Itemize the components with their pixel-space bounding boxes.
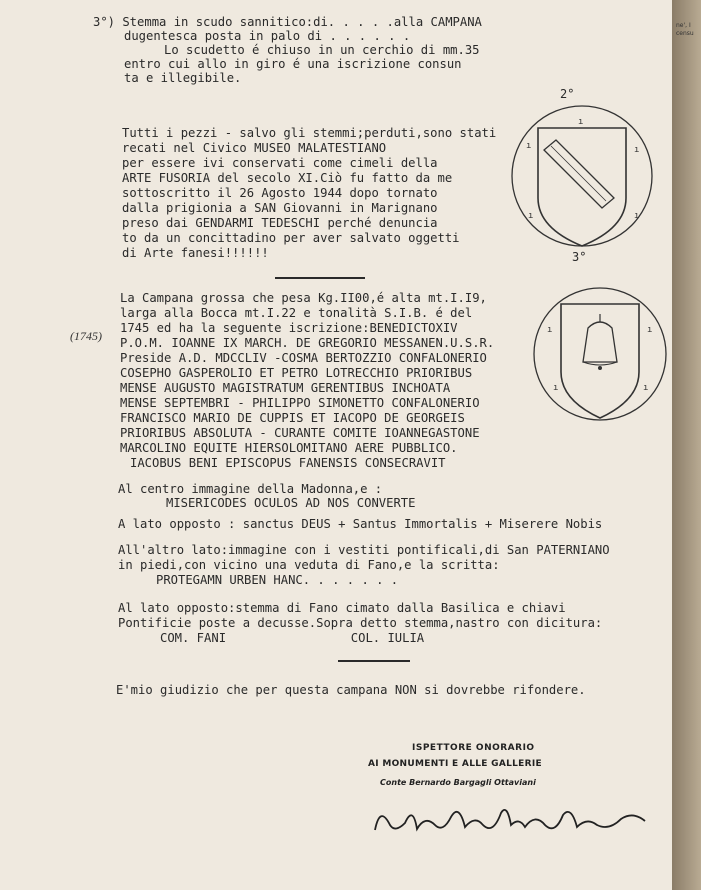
svg-text:ı: ı bbox=[647, 325, 653, 335]
para3-line-8: Pontificie poste a decusse.Sopra detto stemma,nastro con dicitura: bbox=[118, 616, 603, 630]
para2-line-5: Preside A.D. MDCCLIV -COSMA BERTOZZIO CONFALONERIO bbox=[120, 351, 487, 365]
para3-line-1: Al centro immagine della Madonna,e : bbox=[118, 482, 383, 496]
para3-line-9: COM. FANI COL. IULIA bbox=[160, 631, 425, 645]
para2-line-7: MENSE AUGUSTO MAGISTRATUM GERENTIBUS INCHOATA bbox=[120, 381, 451, 395]
para1-line-4: ARTE FUSORIA del secolo XI.Ciò fu fatto da me bbox=[122, 171, 453, 185]
para3-line-5: in piedi,con vicino una veduta di Fano,e la scritta: bbox=[118, 558, 500, 572]
background-table bbox=[672, 0, 701, 890]
para2-line-1: La Campana grossa che pesa Kg.II00,é alta mt.I.I9, bbox=[120, 291, 487, 305]
shield-label-2: 2° bbox=[560, 87, 575, 101]
conclusion-text: E'mio giudizio che per questa campana NON si dovrebbe rifondere. bbox=[116, 683, 586, 697]
stamp-line-2: AI MONUMENTI E ALLE GALLERIE bbox=[368, 759, 542, 769]
svg-text:ı: ı bbox=[528, 211, 534, 221]
handwritten-signature bbox=[365, 795, 665, 845]
heading-line-4: entro cui allo in giro é una iscrizione consun bbox=[124, 57, 462, 71]
para1-line-2: recati nel Civico MUSEO MALATESTIANO bbox=[122, 141, 387, 155]
svg-text:ı: ı bbox=[553, 383, 559, 393]
svg-text:ı: ı bbox=[578, 117, 584, 127]
svg-text:ı: ı bbox=[634, 211, 640, 221]
coat-of-arms-figure-2 bbox=[506, 88, 658, 268]
heading-line-5: ta e illegibile. bbox=[124, 71, 242, 85]
stamp-line-1: ISPETTORE ONORARIO bbox=[412, 743, 535, 753]
para3-line-6: PROTEGAMN URBEN HANC. . . . . . . bbox=[156, 573, 399, 587]
para2-line-6: COSEPHO GASPEROLIO ET PETRO LOTRECCHIO PRIORIBUS bbox=[120, 366, 473, 380]
para2-line-2: larga alla Bocca mt.I.22 e tonalità S.I.B. é del bbox=[120, 306, 473, 320]
para1-line-8: to da un concittadino per aver salvato oggetti bbox=[122, 231, 460, 245]
para3-line-4: All'altro lato:immagine con i vestiti pontificali,di San PATERNIANO bbox=[118, 543, 610, 557]
margin-annotation: (1745) bbox=[70, 329, 102, 343]
divider-rule-2 bbox=[338, 660, 410, 662]
para1-line-6: dalla prigionia a SAN Giovanni in Marignano bbox=[122, 201, 438, 215]
heading-line-1: 3°) Stemma in scudo sannitico:di. . . . .alla CAMPANA bbox=[93, 15, 482, 29]
para1-line-1: Tutti i pezzi - salvo gli stemmi;perduti,sono stati bbox=[122, 126, 497, 140]
para1-line-7: preso dai GENDARMI TEDESCHI perché denuncia bbox=[122, 216, 438, 230]
svg-text:ı: ı bbox=[547, 325, 553, 335]
para2-line-3: 1745 ed ha la seguente iscrizione:BENEDICTOXIV bbox=[120, 321, 458, 335]
para2-line-10: PRIORIBUS ABSOLUTA - CURANTE COMITE IOANNEGASTONE bbox=[120, 426, 480, 440]
para1-line-9: di Arte fanesi!!!!!! bbox=[122, 246, 269, 260]
svg-text:ı: ı bbox=[643, 383, 649, 393]
coat-of-arms-figure-3 bbox=[533, 272, 667, 442]
para3-line-7: Al lato opposto:stemma di Fano cimato dalla Basilica e chiavi bbox=[118, 601, 566, 615]
para2-line-8: MENSE SEPTEMBRI - PHILIPPO SIMONETTO CONFALONERIO bbox=[120, 396, 480, 410]
para2-line-4: P.O.M. IOANNE IX MARCH. DE GREGORIO MESSANEN.U.S.R. bbox=[120, 336, 495, 350]
adjacent-page-fragment: ne', I censu bbox=[676, 22, 694, 37]
heading-line-2: dugentesca posta in palo di . . . . . . bbox=[124, 29, 411, 43]
svg-text:ı: ı bbox=[634, 145, 640, 155]
para3-line-2: MISERICODES OCULOS AD NOS CONVERTE bbox=[166, 496, 416, 510]
para3-line-3: A lato opposto : sanctus DEUS + Santus Immortalis + Miserere Nobis bbox=[118, 517, 603, 531]
para1-line-3: per essere ivi conservati come cimeli della bbox=[122, 156, 438, 170]
svg-text:ı: ı bbox=[526, 141, 532, 151]
divider-rule bbox=[275, 277, 365, 279]
para1-line-5: sottoscritto il 26 Agosto 1944 dopo tornato bbox=[122, 186, 438, 200]
shield-label-3: 3° bbox=[572, 250, 587, 264]
para2-line-11: MARCOLINO EQUITE HIERSOLOMITANO AERE PUBBLICO. bbox=[120, 441, 458, 455]
heading-line-3: Lo scudetto é chiuso in un cerchio di mm.35 bbox=[164, 43, 480, 57]
stamp-line-3: Conte Bernardo Bargagli Ottaviani bbox=[380, 778, 536, 787]
para2-line-9: FRANCISCO MARIO DE CUPPIS ET IACOPO DE GEORGEIS bbox=[120, 411, 465, 425]
para2-line-12: IACOBUS BENI EPISCOPUS FANENSIS CONSECRAVIT bbox=[130, 456, 446, 470]
